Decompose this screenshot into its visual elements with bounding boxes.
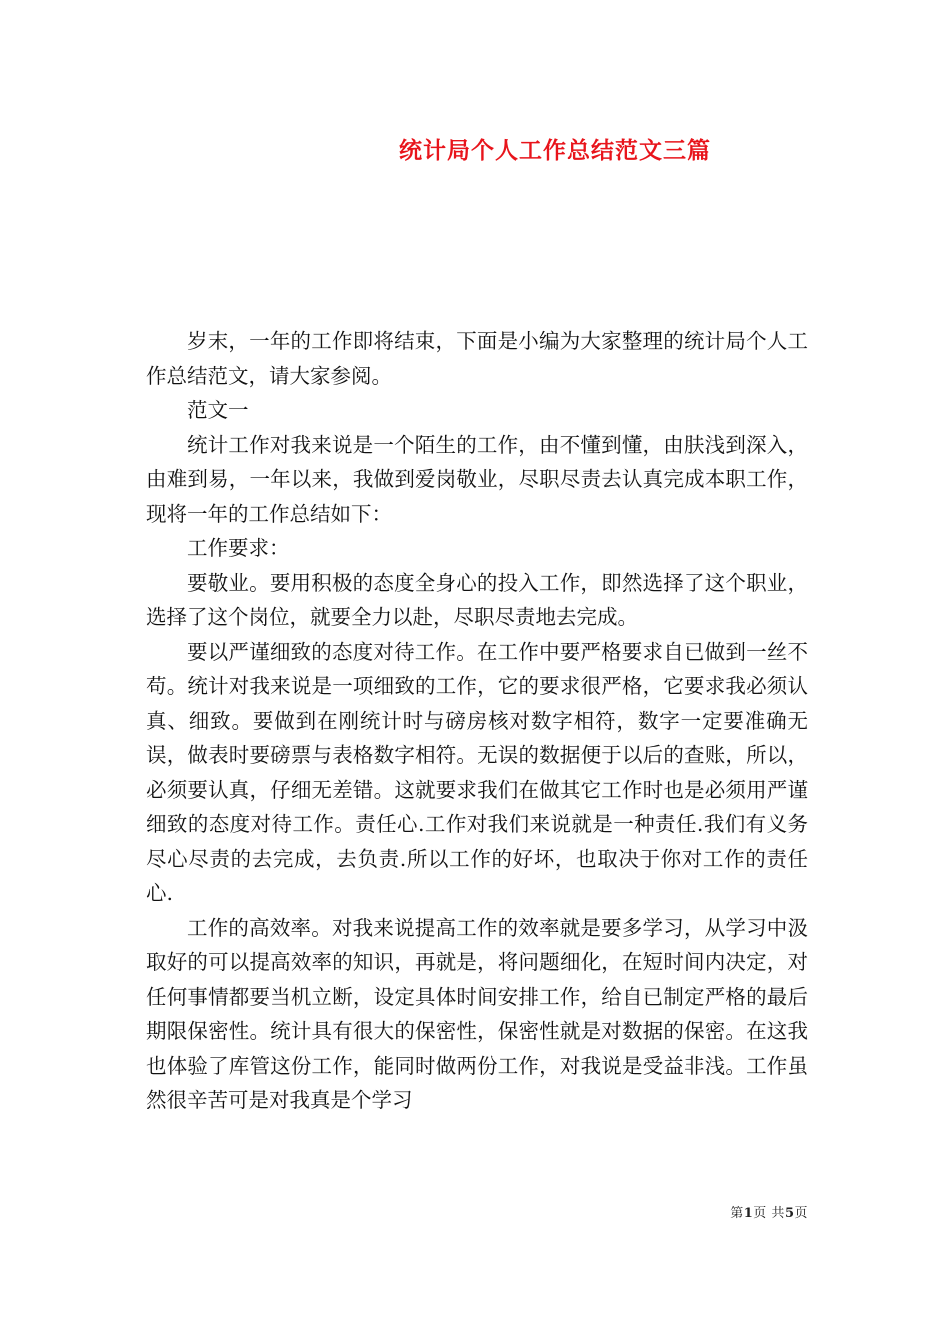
footer-suffix: 页	[794, 1206, 808, 1221]
footer-total-pages: 5	[784, 1206, 795, 1221]
section-heading-sample-one: 范文一	[187, 398, 249, 422]
page-footer	[730, 1202, 808, 1221]
paragraph-rigor: 要以严谨细致的态度对待工作。在工作中要严格要求自已做到一丝不苟。统计对我来说是一项细致的工作，它的要求很严格，它要求我必须认真、细致。要做到在刚统计时与磅房核对数字相符，数字一定要准确无误，做表时要磅票与表格数字相符。无误的数据便于以后的查账，所以，必须要认真，仔细无差错。这就要求我们在做其它工作时也是必须用严谨细致的态度对待工作。责任心.工作对我们来说就是一种责任.我们有义务尽心尽责的去完成，去负责.所以工作的好坏，也取决于你对工作的责任心.	[146, 639, 808, 905]
paragraph-dedication: 要敬业。要用积极的态度全身心的投入工作，即然选择了这个职业，选择了这个岗位，就要全力以赴，尽职尽责地去完成。	[146, 570, 808, 629]
paragraph-overview: 统计工作对我来说是一个陌生的工作，由不懂到懂，由肤浅到深入，由难到易，一年以来，我做到爱岗敬业，尽职尽责去认真完成本职工作，现将一年的工作总结如下：	[146, 432, 808, 526]
footer-middle: 页 共	[753, 1206, 785, 1221]
document-title: 统计局个人工作总结范文三篇	[399, 137, 711, 164]
footer-prefix: 第	[730, 1206, 744, 1221]
paragraph-efficiency: 工作的高效率。对我来说提高工作的效率就是要多学习，从学习中汲取好的可以提高效率的知识，再就是，将问题细化，在短时间内决定，对任何事情都要当机立断，设定具体时间安排工作，给自已制定严格的最后期限保密性。统计具有很大的保密性，保密性就是对数据的保密。在这我也体验了库管这份工作，能同时做两份工作，对我说是受益非浅。工作虽然很辛苦可是对我真是个学习	[146, 915, 808, 1112]
paragraph-intro: 岁末，一年的工作即将结束，下面是小编为大家整理的统计局个人工作总结范文，请大家参阅。	[146, 329, 808, 388]
section-heading-requirements: 工作要求：	[187, 536, 290, 560]
document-body	[146, 324, 808, 1118]
footer-current-page: 1	[743, 1206, 754, 1221]
